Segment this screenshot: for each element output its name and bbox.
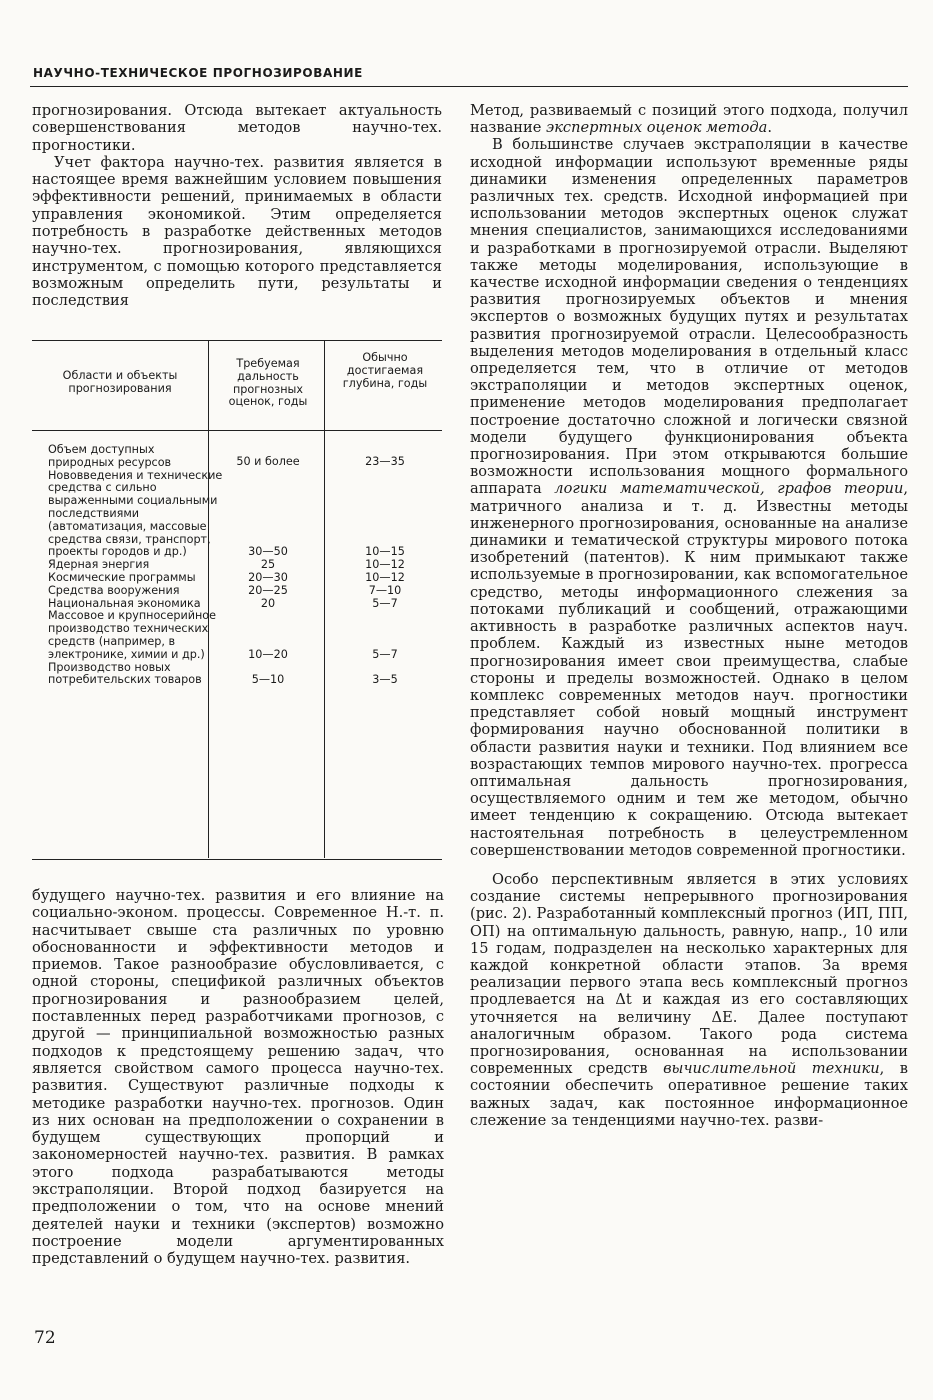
table-cell-object: Производство новых потребительских товаров	[48, 660, 202, 687]
table-cell-range: 10—20	[248, 647, 288, 661]
table-row	[32, 470, 442, 560]
table-cell-range: 30—50	[248, 545, 288, 559]
table-cell-object: Нововведения и технические средства с сильно выраженными социальными последствиями (автоматизация, массовые средства связи, транспорт, проекты городов и др.)	[48, 468, 223, 559]
table-cell-object: Космические программы	[48, 570, 196, 584]
emphasis: вычислительной техники	[663, 1060, 880, 1078]
right-column	[470, 102, 908, 1129]
left-column-top	[32, 102, 442, 310]
text-run: , матричного анализа и т. д. Известны методы инженерного прогнозирования, основанные на анализе динамики и тематической структуры мирового потока изобретений (патентов). К ним примыкают также используемые в прогнозировании, как вспомогательное средство, методы информационного слежения за потоками публикаций и сообщений, отражающими активность в разработке различных аспектов науч. проблем. Каждый из известных ныне методов прогнозирования имеет свои преимущества, слабые стороны и пределы возможностей. Однако в целом комплекс современных методов науч. прогностики представляет собой новый мощный инструмент формирования научно обоснованной политики в области развития науки и техники. Под влиянием все возрастающих темпов мирового научно-тех. прогресса оптимальная дальность прогнозирования, осуществляемого одним и тем же методом, обычно имеет тенденцию к сокращению. Отсюда вытекает настоятельная потребность в целеустремленном совершенствовании методов современной прогностики.	[470, 480, 909, 859]
table-cell-range: 5—10	[251, 673, 285, 687]
table-row	[32, 444, 442, 470]
forecast-horizon-table	[32, 340, 444, 860]
table-cell-depth: 10—12	[365, 570, 405, 584]
table-row	[32, 610, 442, 661]
text-run: , в состоянии обеспечить оперативное решение таких важных задач, как постоянное информационное слежение за тенденциями научно-тех. разви-	[470, 1060, 909, 1129]
paragraph	[470, 136, 908, 859]
table-header-objects: Области и объекты прогнозирования	[62, 369, 178, 395]
table-cell-depth: 5—7	[372, 647, 398, 661]
table-cell-range: 25	[260, 558, 276, 572]
table-cell-depth: 10—12	[365, 558, 405, 572]
paragraph	[470, 102, 908, 136]
table-body	[32, 444, 442, 687]
table-row	[32, 585, 442, 598]
emphasis: логики математической, графов теории	[554, 480, 904, 498]
table-cell-range: 20—30	[248, 570, 288, 584]
table-cell-object: Объем доступных природных ресурсов	[48, 443, 172, 469]
text-run: .	[767, 119, 773, 137]
header-divider	[32, 430, 442, 431]
table-cell-object: Ядерная энергия	[48, 558, 150, 572]
text-run: Особо перспективным является в этих условиях создание системы непрерывного прогнозирования (рис. 2). Разработанный комплексный прогноз (ИП, ПП, ОП) на оптимальную дальность, равную, напр., 10 или 15 годам, подразделен на несколько характерных для каждой конкретной области этапов. За время реализации первого этапа весь комплексный прогноз продлевается на Δt и каждая из его составляющих уточняется на величину ΔE. Далее поступают аналогичным образом. Такого рода система прогнозирования, основанная на использовании современных средств	[470, 870, 908, 1078]
table-cell-depth: 23—35	[365, 455, 405, 468]
table-cell-depth: 7—10	[368, 583, 402, 597]
paragraph	[470, 871, 908, 1129]
table-cell-depth: 3—5	[372, 673, 398, 687]
table-header-depth: Обычно достигаемая глубина, годы	[342, 351, 428, 390]
emphasis: экспертных оценок метода	[546, 119, 768, 137]
paragraph: Учет фактора научно-тех. развития является в настоящее время важнейшим условием повышения эффективности решений, принимаемых в области управления экономикой. Этим определяется потребность в разработке действенных методов научно-тех. прогнозирования, являющихся инструментом, с помощью которого представляется возможным определить пути, результаты и последствия	[32, 153, 442, 310]
running-title: НАУЧНО-ТЕХНИЧЕСКОЕ ПРОГНОЗИРОВАНИЕ	[33, 66, 363, 80]
header-rule	[30, 86, 908, 87]
table-cell-range: 20	[260, 596, 276, 610]
table-cell-object: Массовое и крупносерийное производство технических средств (например, в электронике, химии и др.)	[48, 609, 217, 661]
table-row	[32, 662, 442, 688]
table-cell-object: Средства вооружения	[48, 583, 180, 597]
text-run: В большинстве случаев экстраполяции в качестве исходной информации используют временные ряды динамики изменения определенных параметров различных тех. средств. Исходной информацией при использовании методов экспертных оценок служат мнения специалистов, занимающихся исследованиями и разработками в прогнозируемой отрасли. Выделяют также методы моделирования, использующие в качестве исходной информации сведения о тенденциях развития прогнозируемых объектов и мнения экспертов о возможных будущих путях и результатах развития прогнозируемой отрасли. Целесообразность выделения методов моделирования в отдельный класс определяется тем, что в отличие от методов экстраполяции и методов экспертных оценок, применение методов моделирования предполагает построение достаточно сложной и логически связной модели будущего функционирования объекта прогнозирования. При этом открываются большие возможности использования мощного формального аппарата	[470, 136, 908, 498]
table-cell-range: 50 и более	[236, 455, 300, 468]
paragraph: прогнозирования. Отсюда вытекает актуальность совершенствования методов научно-тех. прогностики.	[32, 102, 442, 154]
table-cell-depth: 10—15	[365, 545, 405, 559]
left-column-bottom	[32, 887, 444, 1268]
paragraph: будущего научно-тех. развития и его влияние на социально-эконом. процессы. Современное Н.-т. п. насчитывает свыше ста различных по уровню обоснованности и эффективности методов и приемов. Такое разнообразие обусловливается, с одной стороны, спецификой различных объектов прогнозирования и разнообразием целей, поставленных перед разработчиками прогнозов, с другой — принципиальной возможностью разных подходов к предстоящему решению задач, что является свойством самого процесса научно-тех. развития. Существуют различные подходы к методике разработки научно-тех. прогнозов. Один из них основан на предположении о сохранении в будущем существующих пропорций и закономерностей научно-тех. развития. В рамках этого подхода разрабатываются методы экстраполяции. Второй подход базируется на предположении о том, что на основе мнений деятелей науки и техники (экспертов) возможно построение модели аргументированных представлений о будущем научно-тех. развития.	[32, 887, 444, 1268]
page-number: 72	[34, 1328, 56, 1348]
table-row	[32, 572, 442, 585]
text-run: Метод, развиваемый с позиций этого подхода, получил название	[470, 102, 908, 137]
table-header-range: Требуемая дальность прогнозных оценок, годы	[228, 357, 308, 409]
table-cell-object: Национальная экономика	[48, 596, 201, 610]
table-cell-depth: 5—7	[372, 596, 398, 610]
table-cell-range: 20—25	[248, 583, 288, 597]
